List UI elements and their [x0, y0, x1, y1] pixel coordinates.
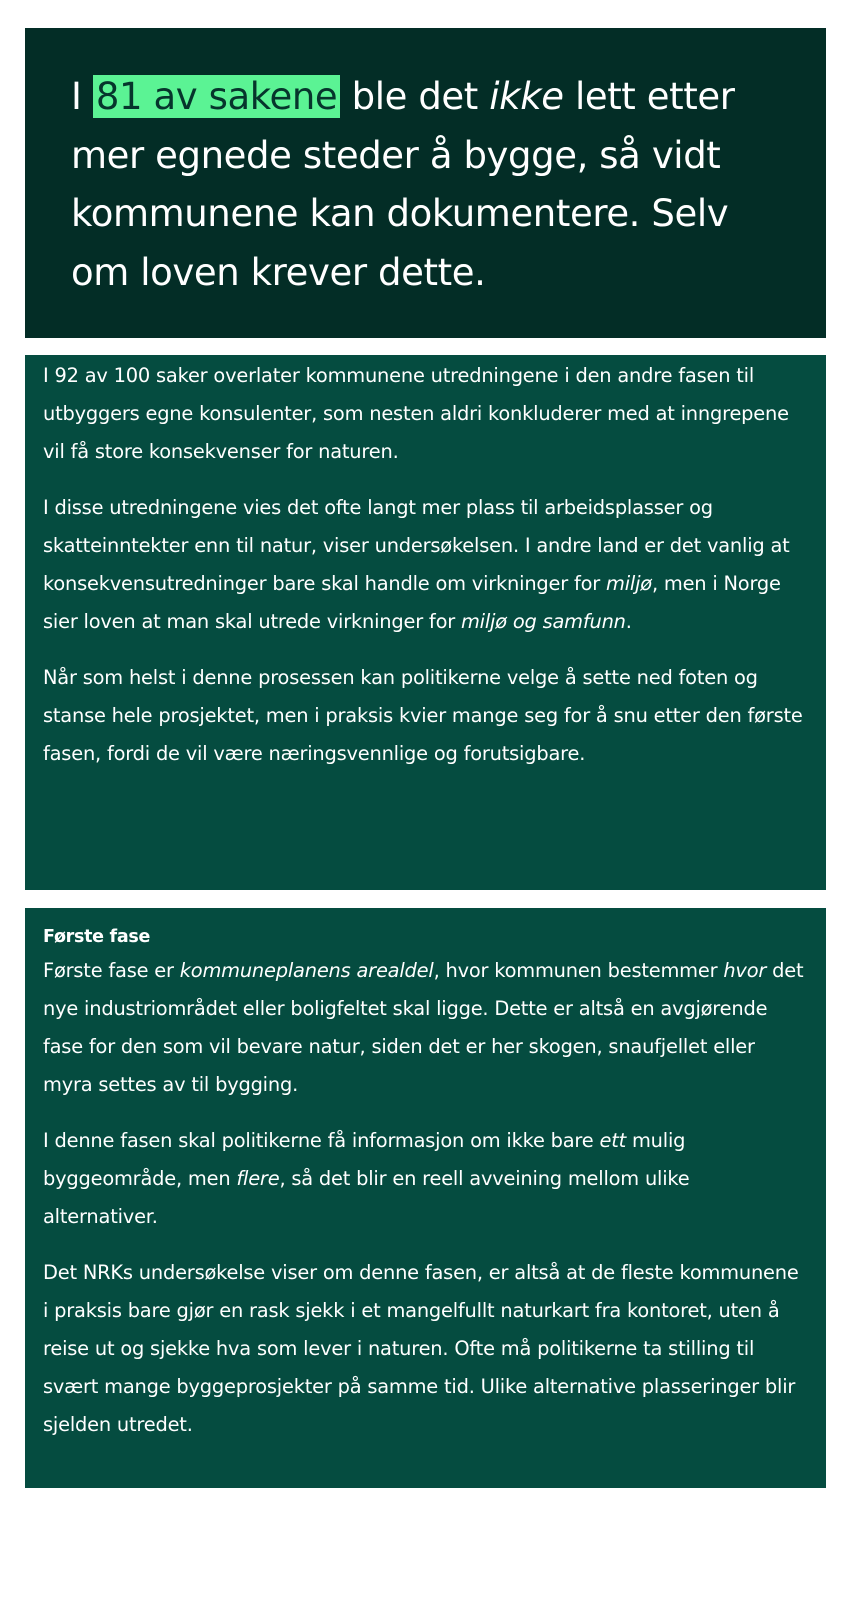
fase-paragraph-3: Det NRKs undersøkelse viser om denne fasen, er altså at de fleste kommunene i praksis bare gjør en rask sjekk i et mangelfullt naturkart fra kontoret, uten å reise ut og sjekke hva som lever i naturen. Ofte må politikerne ta stilling til svært mange byggeprosjekter på samme tid. Ulike alternative plasseringer blir sjelden utredet.: [43, 1261, 799, 1436]
body-paragraph-2: [43, 489, 806, 641]
fase-p2-emphasis-2: flere: [236, 1167, 280, 1190]
body-p2-text-a: I disse utredningene vies det ofte langt mer plass til arbeidsplasser og skatteinntekter enn til natur, viser undersøkelsen. I andre land er det vanlig at konsekvensutredninger bare skal handle om virkninger for: [43, 496, 790, 595]
fase-paragraph-2: [43, 1122, 806, 1236]
body-paragraph-1: I 92 av 100 saker overlater kommunene utredningene i den andre fasen til utbyggers egne konsulenter, som nesten aldri konkluderer med at inngrepene vil få store konsekvenser for naturen.: [43, 364, 789, 463]
fase-p1-emphasis-1: kommuneplanens arealdel: [179, 959, 434, 982]
fase-p2-text-a: I denne fasen skal politikerne få informasjon om ikke bare: [43, 1129, 600, 1152]
first-phase-panel: [25, 908, 826, 1488]
fase-p1-text-b: , hvor kommunen bestemmer: [433, 959, 724, 982]
fase-paragraph-1: [43, 952, 806, 1104]
body-p2-text-c: .: [625, 610, 632, 633]
fase-p2-text-c: , så det blir en reell avveining mellom ulike alternativer.: [43, 1167, 690, 1228]
fase-p1-emphasis-2: hvor: [723, 959, 767, 982]
body-p2-text-b: , men i Norge sier loven at man skal utrede virkninger for: [43, 572, 781, 633]
headline-text-post: lett etter mer egnede steder å bygge, så vidt kommunene kan dokumentere. Selv om loven krever dette.: [71, 75, 735, 294]
fase-p1-text-a: Første fase er: [43, 959, 180, 982]
headline-text-mid: ble det: [340, 75, 490, 118]
headline-quote: [71, 68, 786, 302]
body-paragraph-3: Når som helst i denne prosessen kan politikerne velge å sette ned foten og stanse hele prosjektet, men i praksis kvier mange seg for å snu etter den første fasen, fordi de vil være næringsvennlige og forutsigbare.: [43, 666, 803, 765]
headline-panel: [25, 28, 826, 338]
fase-p1-text-c: det nye industriområdet eller boligfeltet skal ligge. Dette er altså en avgjørende fase for den som vil bevare natur, siden det er her skogen, snaufjellet eller myra settes av til bygging.: [43, 959, 804, 1096]
headline-highlight: 81 av sakene: [93, 75, 340, 118]
headline-text-pre: I: [71, 75, 93, 118]
article-body-panel: [25, 355, 826, 890]
headline-emphasis: ikke: [489, 75, 564, 118]
body-p2-emphasis-1: miljø: [606, 572, 652, 595]
fase-p2-text-b: mulig byggeområde, men: [43, 1129, 686, 1190]
fase-p2-emphasis-1: ett: [599, 1129, 627, 1152]
section-title: Første fase: [43, 927, 151, 947]
body-p2-emphasis-2: miljø og samfunn: [460, 610, 626, 633]
